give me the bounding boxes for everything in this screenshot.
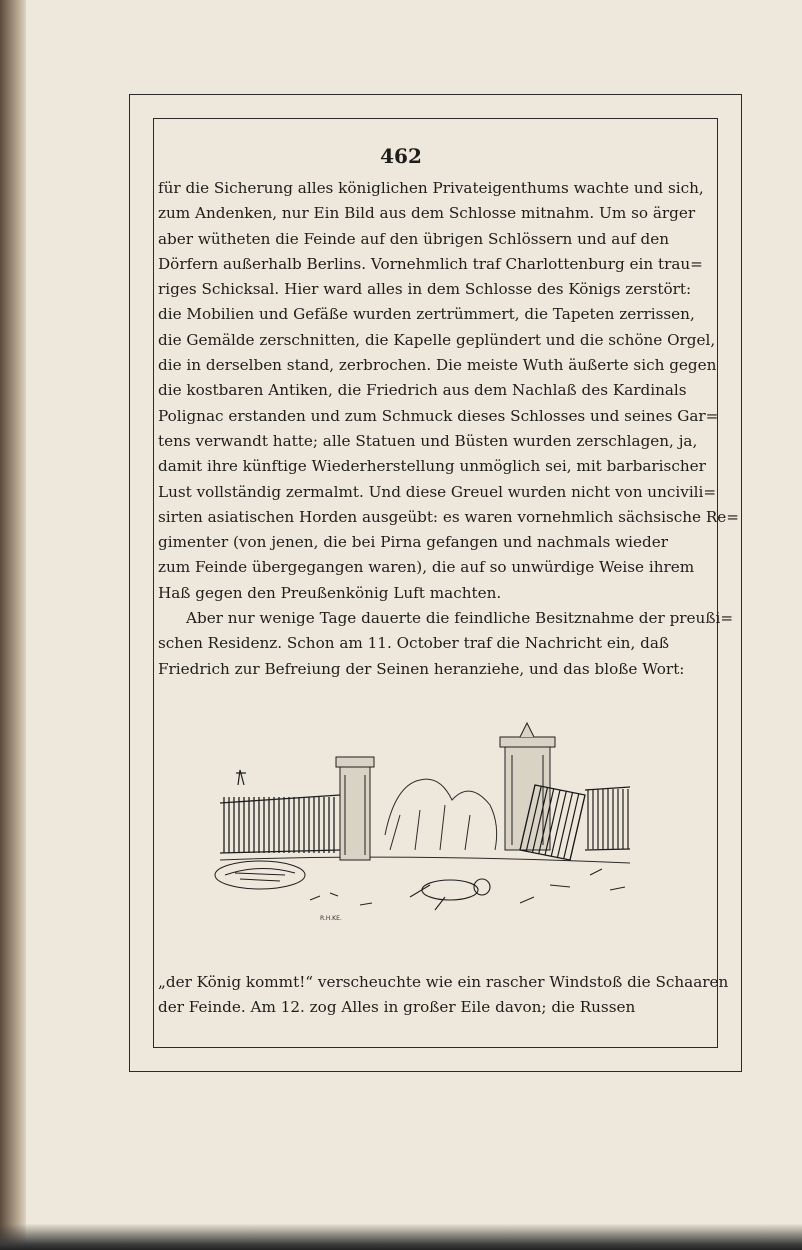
text-line: zum Feinde übergegangen waren), die auf so unwürdige Weise ihrem [158,558,695,577]
scan-shadow [0,1224,802,1250]
body-text-top [158,176,739,682]
text-line: schen Residenz. Schon am 11. October traf die Nachricht ein, daß [158,634,670,653]
text-line: Polignac erstanden und zum Schmuck dieses Schlosses und seines Gar= [158,406,719,425]
text-line: die Mobilien und Gefäße wurden zertrümmert, die Tapeten zerrissen, [158,305,695,324]
trees [385,779,497,850]
text-line: die kostbaren Antiken, die Friedrich aus dem Nachlaß des Kardinals [158,381,687,400]
text-line: zum Andenken, nur Ein Bild aus dem Schlosse mitnahm. Um so ärger [158,204,696,223]
text-line: die in derselben stand, zerbrochen. Die meiste Wuth äußerte sich gegen [158,356,717,375]
text-line: riges Schicksal. Hier ward alles in dem Schlosse des Königs zerstört: [158,280,692,299]
book-binding [0,0,26,1250]
fallen-stone [215,861,305,889]
illustration-engraving [190,725,640,925]
body-text-bottom [158,970,729,1021]
text-line: Friedrich zur Befreiung der Seinen heranziehe, und das bloße Wort: [158,659,685,678]
right-gate-pillar [500,723,555,850]
text-line: gimenter (von jenen, die bei Pirna gefangen und nachmals wieder [158,533,668,552]
left-fence [220,795,340,853]
text-line: Dörfern außerhalb Berlins. Vornehmlich traf Charlottenburg ein trau= [158,254,703,273]
text-line: damit ihre künftige Wiederherstellung unmöglich sei, mit barbarischer [158,457,706,476]
text-line: Aber nur wenige Tage dauerte die feindliche Besitznahme der preußi= [186,609,734,628]
left-gate-pillar [336,757,374,860]
text-line: die Gemälde zerschnitten, die Kapelle geplündert und die schöne Orgel, [158,330,716,349]
artist-signature: R.H.KE. [320,915,342,922]
right-fence [585,787,630,850]
text-line: der Feinde. Am 12. zog Alles in großer Eile davon; die Russen [158,998,636,1017]
text-line: tens verwandt hatte; alle Statuen und Büsten wurden zerschlagen, ja, [158,431,698,450]
text-line: für die Sicherung alles königlichen Privateigenthums wachte und sich, [158,179,704,197]
text-line: Lust vollständig zermalmt. Und diese Greuel wurden nicht von uncivili= [158,482,717,501]
text-line: sirten asiatischen Horden ausgeübt: es waren vornehmlich sächsische Re= [158,507,739,526]
fallen-statue [410,879,490,910]
text-line: Haß gegen den Preußenkönig Luft machten. [158,583,502,602]
page-number: 462 [380,144,422,168]
text-line: „der König kommt!“ verscheuchte wie ein rascher Windstoß die Schaaren [158,973,729,991]
text-line: aber wütheten die Feinde auf den übrigen Schlössern und auf den [158,229,670,248]
